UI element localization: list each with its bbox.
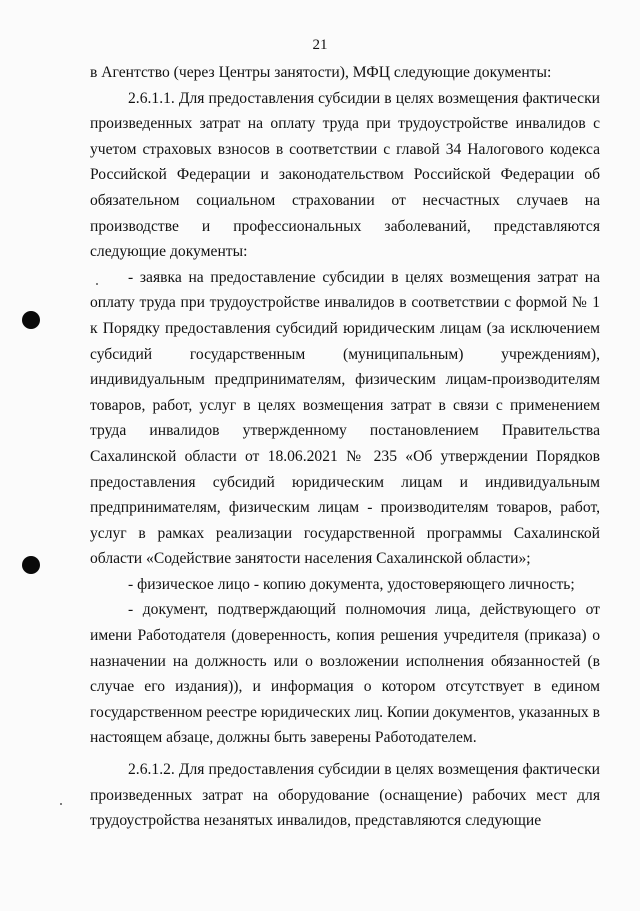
paragraph-2-6-1-1: 2.6.1.1. Для предоставления субсидии в целях возмещения фактически произведенных затрат на оплату труда при трудоустройстве инвалидов с учетом страховых взносов в соответствии с главой 34 Налогового кодекса Российской Федерации и законодательством Российской Федерации об обязательном социальном страховании от несчастных случаев на производстве и профессиональных заболеваний, представляются следующие документы: (90, 89, 600, 261)
paragraph-authority-document-item: - документ, подтверждающий полномочия лица, действующего от имени Работодателя (доверенность, копия решения учредителя (приказа) о назначении на должность или о возложении исполнения обязанностей (в случае его издания)), и информация о котором отсутствует в едином государственном реестре юридических лиц. Копии документов, указанных в настоящем абзаце, должны быть заверены Работодателем. (90, 601, 600, 747)
document-body (90, 60, 600, 834)
binder-hole-mark-top (22, 311, 40, 329)
binder-hole-mark-bottom (22, 556, 40, 574)
paragraph-identity-document-item: - физическое лицо - копию документа, удостоверяющего личность; (128, 575, 575, 593)
paragraph-2-6-1-2: 2.6.1.2. Для предоставления субсидии в целях возмещения фактически произведенных затрат на оборудование (оснащение) рабочих мест для трудоустройства незанятых инвалидов, представляются следующие (90, 761, 600, 830)
paragraph-intro-line: в Агентство (через Центры занятости), МФЦ следующие документы: (90, 64, 552, 81)
paragraph-application-item: - заявка на предоставление субсидии в целях возмещения затрат на оплату труда при трудоустройстве инвалидов в соответствии с формой № 1 к Порядку предоставления субсидий юридическим лицам (за исключением субсидий государственным (муниципальным) учреждениям), индивидуальным предпринимателям, физическим лицам-производителям товаров, работ, услуг в целях возмещения затрат в связи с применением труда инвалидов утвержденному постановлением Правительства Сахалинской области от 18.06.2021 № 235 «Об утверждении Порядков предоставления субсидий юридическим лицам и индивидуальным предпринимателям, физическим лицам - производителям товаров, работ, услуг в рамках реализации государственной программы Сахалинской области «Содействие занятости населения Сахалинской области»; (90, 268, 600, 568)
page-number: 21 (312, 37, 328, 53)
scan-speck (60, 803, 62, 805)
